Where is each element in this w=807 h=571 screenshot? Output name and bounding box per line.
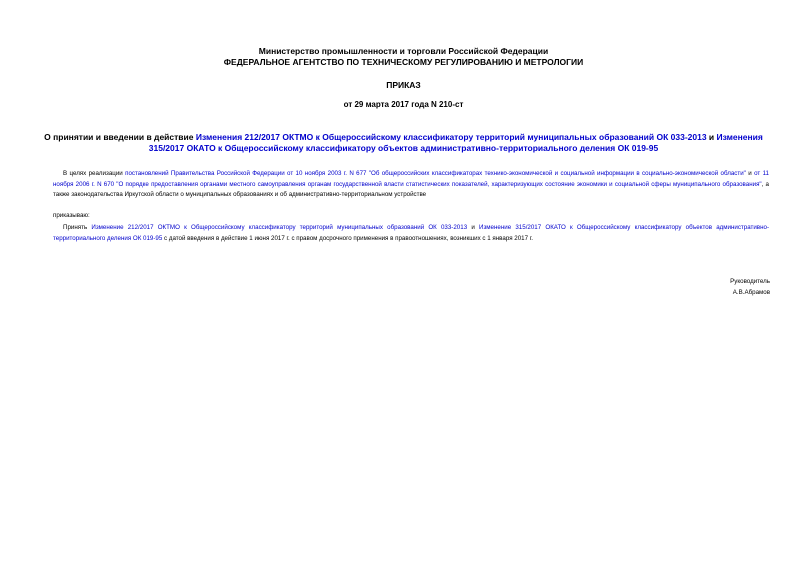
order-link-oktmo[interactable]: Изменение 212/2017 ОКТМО к Общероссийскому классификатору территорий муниципальных образований ОК 033-2013 [91, 224, 468, 231]
document-header [0, 46, 807, 68]
preamble-link-decree-670[interactable]: от 11 ноября 2006 г. N 670 "О порядке предоставления органами местного самоуправления органам государственной власти статистических показателей, характеризующих состояние экономики и социальной сферы муниципального образования" [53, 170, 769, 188]
order-text-2: и [467, 224, 480, 231]
document-subject [40, 132, 767, 154]
order-word: приказываю: [53, 212, 90, 219]
preamble-text-3: , а также законодательства Иркутской области о муниципальных образованиях и об административно-территориальном устройстве [53, 180, 769, 198]
preamble-text-2: и [745, 170, 755, 177]
signer-name: А.В.Абрамов [732, 288, 770, 296]
order-paragraph [53, 223, 769, 244]
preamble-paragraph [53, 169, 769, 201]
subject-conjunction: и [706, 132, 717, 142]
signer-block [730, 277, 770, 298]
preamble-text-1: В целях реализации [63, 170, 126, 177]
order-link-okato[interactable]: Изменение 315/2017 ОКАТО к Общероссийскому классификатору объектов административно-территориального деления ОК 019-95 [53, 224, 769, 242]
document-type: ПРИКАЗ [386, 80, 421, 90]
subject-link-oktmo[interactable]: Изменения 212/2017 ОКТМО к Общероссийскому классификатору территорий муниципальных образований ОК 033-2013 [195, 132, 707, 142]
order-text-3: с датой введения в действие 1 июня 2017 г. с правом досрочного применения в правоотношениях, возникших с 1 января 2017 г. [162, 234, 533, 242]
order-text-1: Принять [63, 224, 92, 231]
subject-prefix: О принятии и введении в действие [44, 132, 196, 142]
agency-name: ФЕДЕРАЛЬНОЕ АГЕНТСТВО ПО ТЕХНИЧЕСКОМУ РЕГУЛИРОВАНИЮ И МЕТРОЛОГИИ [223, 57, 584, 67]
preamble-link-decree-677[interactable]: постановлений Правительства Российской Федерации от 10 ноября 2003 г. N 677 "Об общероссийских классификаторах технико-экономической и социальной информации в социально-экономической области" [125, 170, 746, 177]
document-date: от 29 марта 2017 года N 210-ст [343, 100, 464, 109]
signer-position: Руководитель [730, 278, 770, 285]
ministry-name: Министерство промышленности и торговли Российской Федерации [258, 46, 549, 56]
subject-link-okato[interactable]: Изменения 315/2017 ОКАТО к Общероссийскому классификатору объектов административно-территориального деления ОК 019-95 [148, 132, 763, 153]
